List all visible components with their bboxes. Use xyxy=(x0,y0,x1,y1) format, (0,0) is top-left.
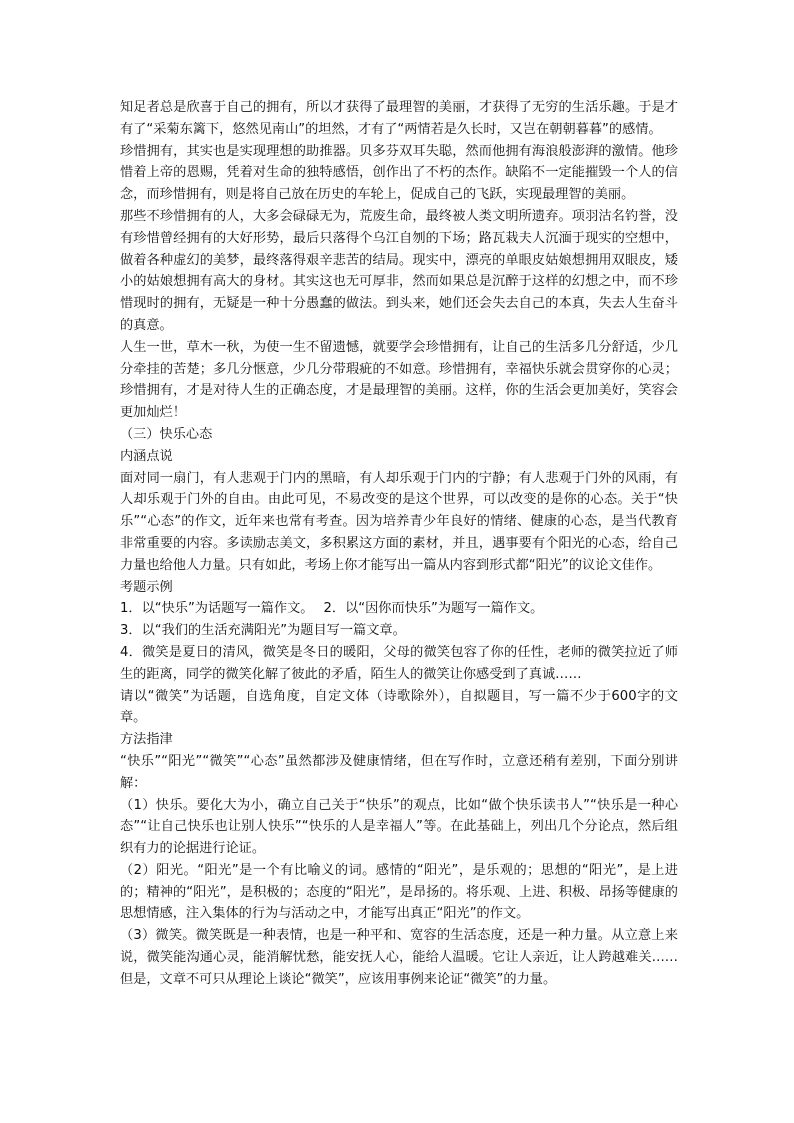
paragraph-life-summary: 人生一世，草木一秋，为使一生不留遗憾，就要学会珍惜拥有，让自己的生活多几分舒适，少几分牵挂的苦楚；多几分惬意，少几分带瑕疵的不如意。珍惜拥有，幸福快乐就会贯穿你的心灵；珍惜拥有，才是对待人生的正确态度，才是最理智的美丽。这样，你的生活会更加美好，笑容会更加灿烂！ xyxy=(120,339,678,421)
paragraph-contentment: 知足者总是欣喜于自己的拥有，所以才获得了最理智的美丽，才获得了无穷的生活乐趣。于是才有了“采菊东篱下，悠然见南山”的坦然，才有了“两情若是久长时，又岂在朝朝暮暮”的感情。 xyxy=(120,100,678,137)
method-smile: （3）微笑。微笑既是一种表情，也是一种平和、宽容的生活态度，还是一种力量。从立意上来说，微笑能沟通心灵，能消解忧愁，能安抚人心，能给人温暖。它让人亲近，让人跨越难关……但是，文章不可只从理论上谈论“微笑”，应该用事例来论证“微笑”的力量。 xyxy=(120,928,678,987)
paragraph-not-cherish: 那些不珍惜拥有的人，大多会碌碌无为，荒废生命，最终被人类文明所遗弃。项羽沽名钓誉，没有珍惜曾经拥有的大好形势，最后只落得个乌江自刎的下场；路瓦栽夫人沉湎于现实的空想中，做着各种虚幻的美梦，最终落得艰辛悲苦的结局。现实中，漂亮的单眼皮姑娘想拥用双眼皮，矮小的姑娘想拥有高大的身材。其实这也无可厚非，然而如果总是沉醉于这样的幻想之中，而不珍惜现时的拥有，无疑是一种十分愚蠢的做法。到头来，她们还会失去自己的本真，失去人生奋斗的真意。 xyxy=(120,208,678,333)
paragraph-method-intro: “快乐”“阳光”“微笑”“心态”虽然都涉及健康情绪，但在写作时，立意还稍有差别，下面分别讲解： xyxy=(120,753,678,791)
subheading-connotation: 内涵点说 xyxy=(120,448,173,464)
method-sunshine: （2）阳光。“阳光”是一个有比喻义的词。感情的“阳光”，是乐观的；思想的“阳光”，是上进的；精神的“阳光”，是积极的；态度的“阳光”，是昂扬的。将乐观、上进、积极、昂扬等健康的思想情感，注入集体的行为与活动之中，才能写出真正“阳光”的作文。 xyxy=(120,862,678,922)
example-1: 1．以“快乐”为话题写一篇作文。 xyxy=(120,601,314,617)
subheading-examples: 考题示例 xyxy=(120,579,173,595)
subheading-method: 方法指津 xyxy=(120,732,173,748)
section-heading-happy-mindset: （三）快乐心态 xyxy=(120,426,213,442)
method-happy: （1）快乐。要化大为小，确立自己关于“快乐”的观点，比如“做个快乐读书人”“快乐是一种心态”“让自己快乐也让别人快乐”“快乐的人是幸福人”等。在此基础上，列出几个分论点，然后组织有力的论据进行论证。 xyxy=(120,797,678,857)
example-4: 4．微笑是夏日的清风，微笑是冬日的暖阳，父母的微笑包容了你的任性，老师的微笑拉近了师生的距离，同学的微笑化解了彼此的矛盾，陌生人的微笑让你感受到了真诚…… xyxy=(120,644,678,682)
example-3: 3．以“我们的生活充满阳光”为题目写一篇文章。 xyxy=(120,623,406,639)
document-page xyxy=(120,97,678,991)
paragraph-cherish-ideal: 珍惜拥有，其实也是实现理想的助推器。贝多芬双耳失聪，然而他拥有海浪般澎湃的激情。他珍惜着上帝的恩赐，凭着对生命的独特感悟，创作出了不朽的杰作。缺陷不一定能摧毁一个人的信念，而珍惜拥有，则是将自己放在历史的车轮上，促成自己的飞跃，实现最理智的美丽。 xyxy=(120,143,678,203)
example-4-instruction: 请以“微笑”为话题，自选角度，自定文体（诗歌除外），自拟题目，写一篇不少于600字的文章。 xyxy=(120,688,678,726)
example-2: 2．以“因你而快乐”为题写一篇作文。 xyxy=(323,601,544,617)
example-row-1-2 xyxy=(120,598,678,620)
paragraph-connotation: 面对同一扇门，有人悲观于门内的黑暗，有人却乐观于门内的宁静；有人悲观于门外的风雨，有人却乐观于门外的自由。由此可见，不易改变的是这个世界，可以改变的是你的心态。关于“快乐”“心态”的作文，近年来也常有考查。因为培养青少年良好的情绪、健康的心态，是当代教育非常重要的内容。多读励志美文，多积累这方面的素材，并且，遇事要有个阳光的心态，给自己力量也给他人力量。只有如此，考场上你才能写出一篇从内容到形式都“阳光”的议论文佳作。 xyxy=(120,470,678,573)
